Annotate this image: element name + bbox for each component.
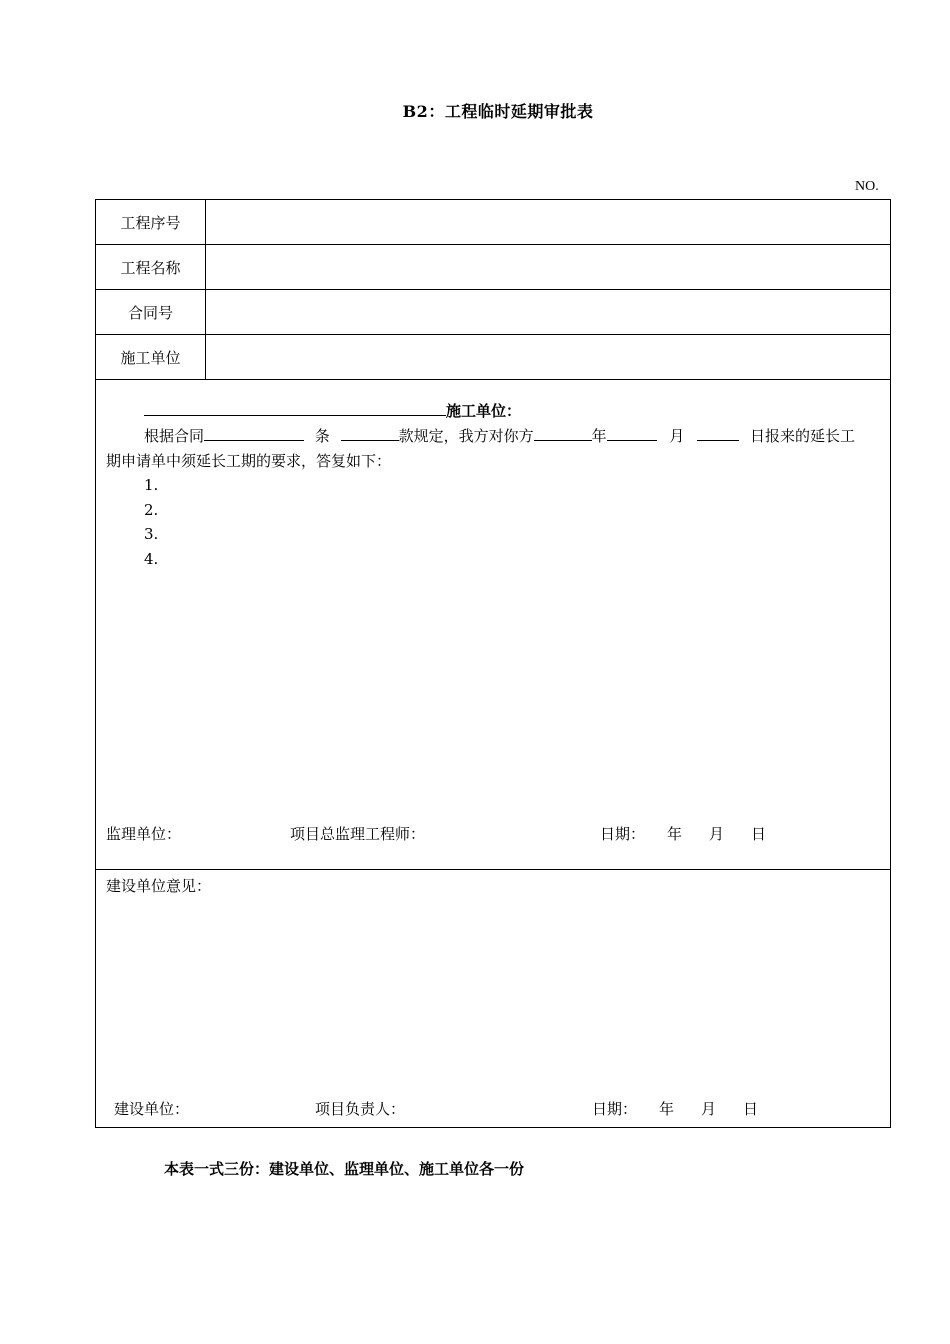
- contract-number-label: 合同号: [96, 290, 206, 335]
- form-number-label: NO.: [855, 179, 879, 194]
- owner-month-label: 月: [701, 1100, 717, 1118]
- table-row: [96, 245, 891, 290]
- owner-date-label: 日期：: [592, 1100, 638, 1118]
- yue-text: 月: [669, 427, 685, 445]
- project-leader-label: 项目负责人：: [315, 1100, 406, 1118]
- nian-text: 年: [591, 427, 607, 445]
- supervisor-approval-section: [96, 380, 891, 870]
- kuan-text: 款规定，我方对你方: [398, 427, 534, 445]
- addressee-suffix: 施工单位：: [446, 402, 522, 420]
- owner-opinion-label: 建设单位意见：: [106, 877, 212, 895]
- owner-unit-label: 建设单位：: [114, 1100, 190, 1118]
- ri-text: 日报来的延长工: [749, 427, 855, 445]
- contractor-field[interactable]: [206, 335, 891, 380]
- list-item-3: 3.: [144, 525, 159, 543]
- project-name-field[interactable]: [206, 245, 891, 290]
- owner-year-label: 年: [659, 1100, 675, 1118]
- day-blank[interactable]: [697, 425, 739, 441]
- year-blank[interactable]: [534, 425, 592, 441]
- list-item-4: 4.: [144, 550, 159, 568]
- project-name-label: 工程名称: [96, 245, 206, 290]
- project-serial-field[interactable]: [206, 200, 891, 245]
- table-row: [96, 335, 891, 380]
- supervisor-unit-label: 监理单位：: [106, 825, 182, 843]
- contractor-label: 施工单位: [96, 335, 206, 380]
- approval-paragraph-line-1: [144, 425, 855, 446]
- contract-clause-blank[interactable]: [204, 425, 304, 441]
- article-blank[interactable]: [341, 425, 399, 441]
- list-item-2: 2.: [144, 501, 159, 519]
- supervisor-day-label: 日: [751, 825, 767, 843]
- approval-paragraph-line-2: 期申请单中须延长工期的要求，答复如下：: [106, 452, 392, 470]
- table-row: [96, 290, 891, 335]
- supervisor-year-label: 年: [667, 825, 683, 843]
- supervisor-month-label: 月: [709, 825, 725, 843]
- addressee-blank[interactable]: [144, 400, 446, 416]
- copies-note: 本表一式三份：建设单位、监理单位、施工单位各一份: [164, 1160, 525, 1178]
- supervisor-date-label: 日期：: [600, 825, 646, 843]
- approval-form-table: [95, 199, 891, 1128]
- table-row: [96, 870, 891, 1128]
- tiao-text: 条: [314, 427, 330, 445]
- owner-day-label: 日: [743, 1100, 759, 1118]
- paragraph-prefix: 根据合同: [144, 427, 205, 445]
- contract-number-field[interactable]: [206, 290, 891, 335]
- table-row: [96, 380, 891, 870]
- owner-opinion-section: [96, 870, 891, 1128]
- chief-engineer-label: 项目总监理工程师：: [290, 825, 426, 843]
- table-row: [96, 200, 891, 245]
- project-serial-label: 工程序号: [96, 200, 206, 245]
- month-blank[interactable]: [607, 425, 657, 441]
- page-title: B2：工程临时延期审批表: [402, 102, 594, 121]
- list-item-1: 1.: [144, 476, 159, 494]
- addressee-line: [144, 400, 521, 421]
